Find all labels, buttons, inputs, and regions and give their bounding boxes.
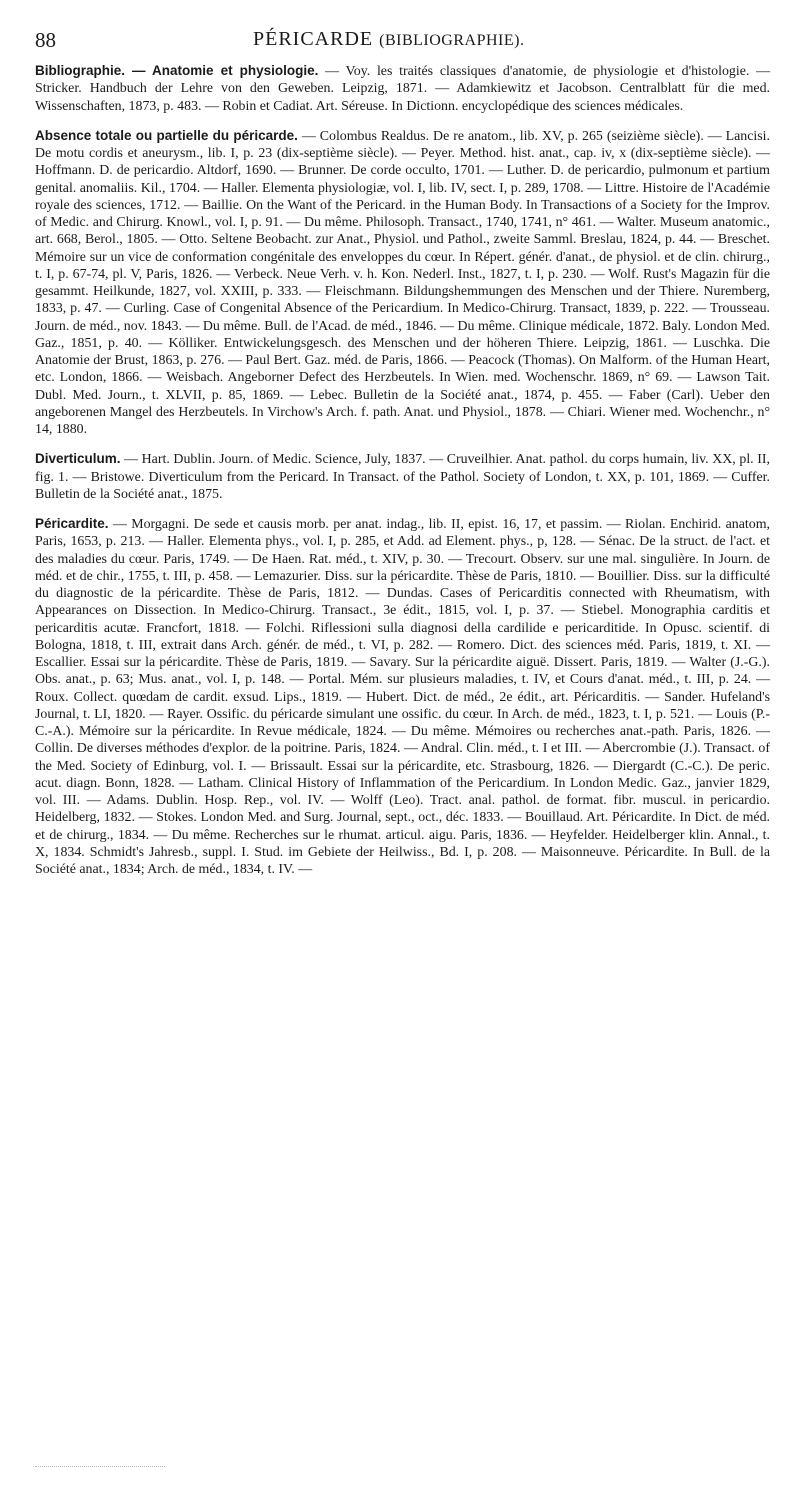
section-heading: Absence totale ou partielle du péricarde. xyxy=(35,127,298,143)
section-text: — Morgagni. De sede et causis morb. per anat. indag., lib. II, epist. 16, 17, et passim. — Riolan. Enchirid. anatom, Paris, 1653, p. 213. — Haller. Elementa phys., vol. I, p. 285, et Add. ad Element. phys., p, 128. — Sénac. De la struct. de l'act. et des maladies du cœur. Paris, 1749. — De Haen. Rat. méd., t. XIV, p. 30. — Trecourt. Observ. sur une mal. singulière. In Journ. de méd. et de chir., 1755, t. III, p. 458. — Lemazurier. Diss. sur la péricardite. Thèse de Paris, 1810. — Bouillier. Diss. sur la difficulté du diagnostic de la péricardite. Thèse de Paris, 1812. — Dundas. Cases of Pericarditis connected with Rheumatism, with Appearances on Dissection. In Medico-Chirurg. Transact., 3e édit., 1815, vol. I, p. 37. — Stiebel. Monographia carditis et pericarditis acutæ. Francfort, 1818. — Folchi. Riflessioni sulla diagnosi della cardilide e pericarditide. In Opusc. scientif. di Bologna, 1818, t. III, extrait dans Arch. génér. de méd., t. VI, p. 282. — Romero. Dict. des sciences méd. Paris, 1819, t. XI. — Escallier. Essai sur la péricardite. Thèse de Paris, 1819. — Savary. Sur la péricardite aiguë. Dissert. Paris, 1819. — Walter (J.-G.). Obs. anat., p. 63; Mus. anat., vol. I, p. 148. — Portal. Mém. sur plusieurs maladies, t. IV, et Cours d'anat. méd., t. III, p. 24. — Roux. Collect. quœdam de cardit. exsud. Lips., 1819. — Hubert. Dict. de méd., 2e édit., art. Péricarditis. — Sander. Hufeland's Journal, t. LI, 1820. — Rayer. Ossific. du péricarde simulant une ossific. du cœur. In Arch. de méd., 1823, t. I, p. 521. — Louis (P.-C.-A.). Mémoire sur la péricardite. In Revue médicale, 1824. — Du même. Mémoires ou recherches anat.-path. Paris, 1826. — Collin. De diverses méthodes d'explor. de la poitrine. Paris, 1824. — Andral. Clin. méd., t. I et III. — Abercrombie (J.). Transact. of the Med. Society of Edinburg, vol. I. — Brissault. Essai sur la péricardite, etc. Strasbourg, 1826. — Diergardt (C.-C.). De peric. acut. diagn. Bonn, 1828. — Latham. Clinical History of Inflammation of the Pericardium. In London Medic. Gaz., janvier 1829, vol. III. — Adams. Dublin. Hosp. Rep., vol. IV. — Wolff (Leo). Tract. anal. pathol. de format. fibr. muscul. in pericardio. Heidelberg, 1832. — Stokes. London Med. and Surg. Journal, sept., oct., déc. 1833. — Bouillaud. Art. Péricardite. In Dict. de méd. et de chirurg., 1834. — Du même. Recherches sur le rhumat. articul. aigu. Paris, 1836. — Heyfelder. Heidelberger klin. Annal., t. X, 1834. Schmidt's Jahresb., suppl. I. Stud. im Gebiete der Heilwiss., Bd. I, p. 208. — Maisonneuve. Péricardite. In Bull. de la Société anat., 1834; Arch. de méd., 1834, t. IV. — xyxy=(35,517,770,877)
section-text: — Voy. les traités classiques d'anatomie, de physiologie et d'histologie. — Stricker. Handbuch der Lehre von den Geweben. Leipzig, 1871. — Adamkiewitz et Jacobson. Centralblatt für die med. Wissenschaften, 1873, p. 483. — Robin et Cadiat. Art. Séreuse. In Dictionn. encyclopédique des sciences médicales. xyxy=(35,64,770,114)
section-heading: Péricardite. xyxy=(35,516,109,531)
page xyxy=(35,28,770,890)
running-title-subtitle: (BIBLIOGRAPHIE). xyxy=(379,32,525,49)
page-number: 88 xyxy=(35,28,56,52)
section-pericardite xyxy=(35,515,770,878)
section-anatomie-physiologie xyxy=(35,62,770,115)
section-heading: Diverticulum. xyxy=(35,451,121,467)
section-text: — Colombus Realdus. De re anatom., lib. XV, p. 265 (seizième siècle). — Lancisi. De motu cordis et aneurysm., lib. I, p. 23 (dix-septième siècle). — Peyer. Method. hist. anat., cap. iv, x (dix-septième siècle). — Hoffmann. D. de pericardio. Altdorf, 1690. — Brunner. De corde occulto, 1701. — Luther. D. de pericardio, pulmonum et partium genital. anomaliis. Kil., 1704. — Haller. Elementa physiologiæ, vol. I, lib. IV, sect. I, p. 289, 1708. — Littre. Histoire de l'Académie royale des sciences, 1712. — Baillie. On the Want of the Pericard. in the Human Body. In Transactions of a Society for the Improv. of Medic. and Chirurg. Knowl., vol. I, p. 91. — Du même. Philosoph. Transact., 1740, 1741, n° 461. — Walter. Museum anatomic., art. 668, Berol., 1805. — Otto. Seltene Beobacht. zur Anat., Physiol. und Pathol., zweite Samml. Breslau, 1824, p. 44. — Breschet. Mémoire sur un vice de conformation congénitale des enveloppes du cœur. In Répert. génér. d'anat., de physiol. et de clin. chirurg., t. I, p. 67-74, pl. V, Paris, 1826. — Verbeck. Neue Verh. v. h. Kon. Nederl. Inst., 1827, t. I, p. 230. — Wolf. Rust's Magazin für die gesammt. Heilkunde, 1827, vol. XXIII, p. 333. — Fleischmann. Bildungshemmungen des Menschen und der Thiere. Nuremberg, 1833, p. 47. — Curling. Case of Congenital Absence of the Pericardium. In Medico-Chirurg. Transact, 1839, p. 222. — Trousseau. Journ. de méd., nov. 1843. — Du même. Bull. de l'Acad. de méd., 1846. — Du même. Clinique médicale, 1872. Baly. London Med. Gaz., 1851, p. 40. — Kölliker. Entwickelungsgesch. des Menschen und der höheren Thiere. Leipzig, 1861. — Luschka. Die Anatomie der Brust, 1863, p. 276. — Paul Bert. Gaz. méd. de Paris, 1866. — Peacock (Thomas). On Malform. of the Human Heart, etc. London, 1866. — Weisbach. Angeborner Defect des Herzbeutels. In Wien. med. Wochenschr. 1869, n° 69. — Lawson Tait. Dubl. Med. Journ., t. XLVII, p. 85, 1869. — Lebec. Bulletin de la Société anat., 1874, p. 455. — Faber (Carl). Ueber den angeborenen Mangel des Herzbeutels. In Virchow's Arch. f. path. Anat. und Physiol., 1878. — Chiari. Wiener med. Wochenchr., n° 14, 1880. xyxy=(35,128,770,437)
section-heading: Bibliographie. — Anatomie et physiologie. xyxy=(35,63,319,78)
running-title xyxy=(253,28,524,51)
section-text: — Hart. Dublin. Journ. of Medic. Science, July, 1837. — Cruveilhier. Anat. pathol. du corps humain, liv. XX, pl. II, fig. 1. — Bristowe. Diverticulum from the Pericard. In Transact. of the Pathol. Society of London, t. XX, p. 101, 1869. — Cuffer. Bulletin de la Société anat., 1875. xyxy=(35,452,770,502)
section-diverticulum xyxy=(35,450,770,503)
section-absence-pericarde xyxy=(35,127,770,439)
page-header xyxy=(35,28,770,62)
footer-smudge xyxy=(35,1466,165,1469)
running-title-main: PÉRICARDE xyxy=(253,28,374,50)
